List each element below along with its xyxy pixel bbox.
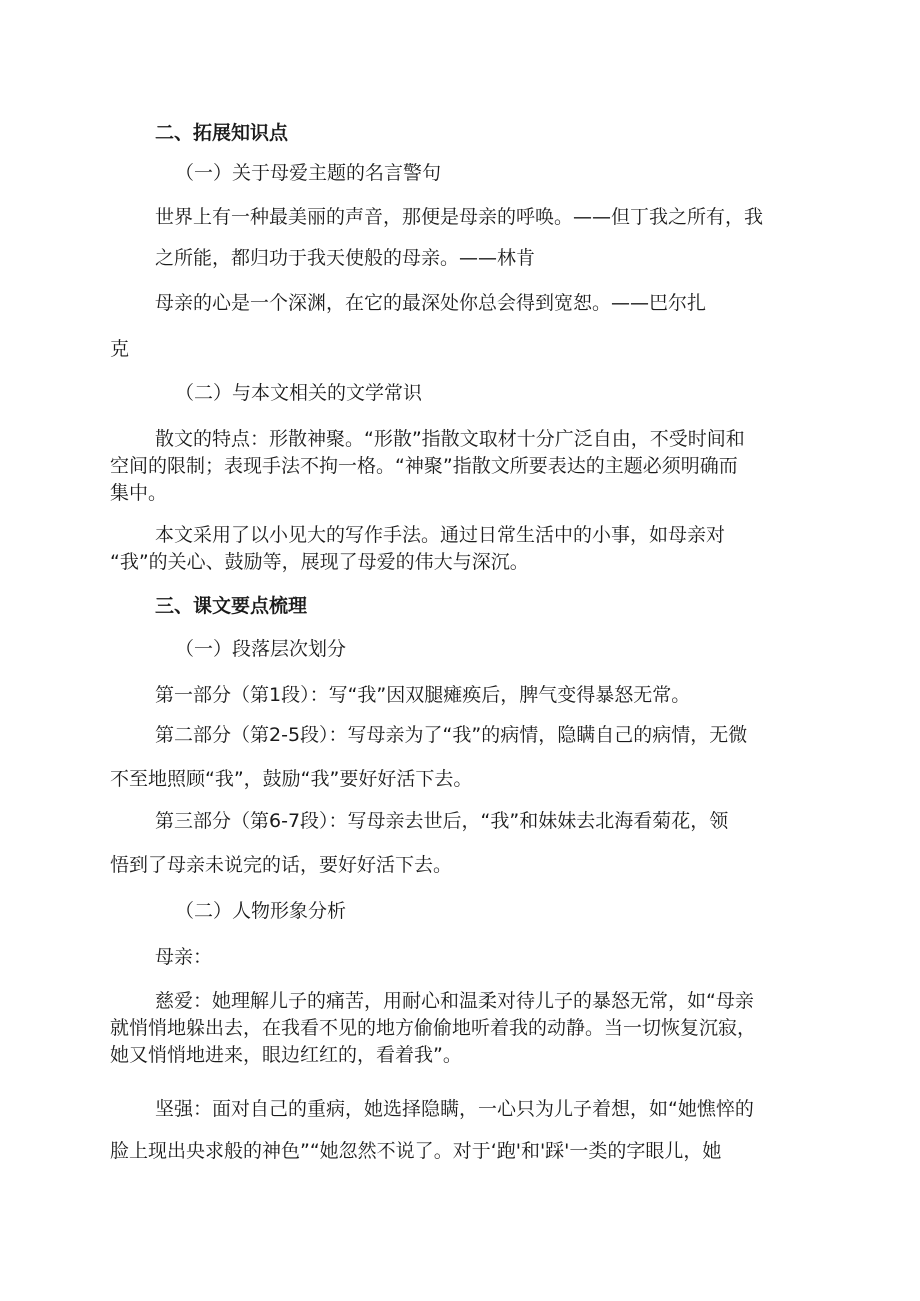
paragraph-line: “我”的关心、鼓励等，展现了母爱的伟大与深沉。 (110, 551, 529, 573)
section-heading-3: 三、课文要点梳理 (155, 595, 308, 617)
subheading-structure: （一）段落层次划分 (175, 638, 347, 660)
subheading-characters: （二）人物形象分析 (175, 900, 347, 922)
subheading-literature: （二）与本文相关的文学常识 (175, 382, 423, 404)
paragraph-line: 散文的特点：形散神聚。“形散”指散文取材十分广泛自由，不受时间和 (155, 428, 745, 450)
quote-line: 世界上有一种最美丽的声音，那便是母亲的呼唤。——但丁我之所有，我 (155, 206, 764, 228)
paragraph-line: 坚强：面对自己的重病，她选择隐瞒，一心只为儿子着想，如“她憔悴的 (155, 1098, 754, 1120)
paragraph-line: 第二部分（第2-5段）：写母亲为了“我”的病情，隐瞒自己的病情，无微 (155, 724, 748, 746)
paragraph-line: 本文采用了以小见大的写作手法。通过日常生活中的小事，如母亲对 (155, 524, 726, 546)
paragraph-line: 空间的限制；表现手法不拘一格。“神聚”指散文所要表达的主题必须明确而 (110, 455, 738, 477)
paragraph-line: 脸上现出央求般的神色”“她忽然不说了。对于‘跑'和'踩'一类的字眼儿，她 (110, 1140, 722, 1162)
paragraph-line: 第一部分（第1段）：写“我”因双腿瘫痪后，脾气变得暴怒无常。 (155, 684, 691, 706)
paragraph-line: 不至地照顾“我”，鼓励“我”要好好活下去。 (110, 768, 473, 790)
paragraph-line: 她又悄悄地进来，眼边红红的，看着我”。 (110, 1044, 462, 1066)
mother-label: 母亲： (155, 946, 213, 968)
paragraph-line: 就悄悄地躲出去，在我看不见的地方偷偷地听着我的动静。当一切恢复沉寂， (110, 1017, 757, 1039)
quote-line: 克 (110, 338, 130, 360)
paragraph-line: 集中。 (110, 482, 168, 504)
quote-line: 之所能，都归功于我天使般的母亲。——林肯 (155, 247, 536, 269)
quote-line: 母亲的心是一个深渊，在它的最深处你总会得到宽恕。——巴尔扎 (155, 292, 707, 314)
subheading-quotes: （一）关于母爱主题的名言警句 (175, 162, 442, 184)
paragraph-line: 慈爱：她理解儿子的痛苦，用耐心和温柔对待儿子的暴怒无常，如“母亲 (155, 990, 754, 1012)
paragraph-line: 悟到了母亲未说完的话，要好好活下去。 (110, 854, 453, 876)
paragraph-line: 第三部分（第6-7段）：写母亲去世后，“我”和妹妹去北海看菊花，领 (155, 810, 729, 832)
section-heading-2: 二、拓展知识点 (155, 122, 289, 144)
